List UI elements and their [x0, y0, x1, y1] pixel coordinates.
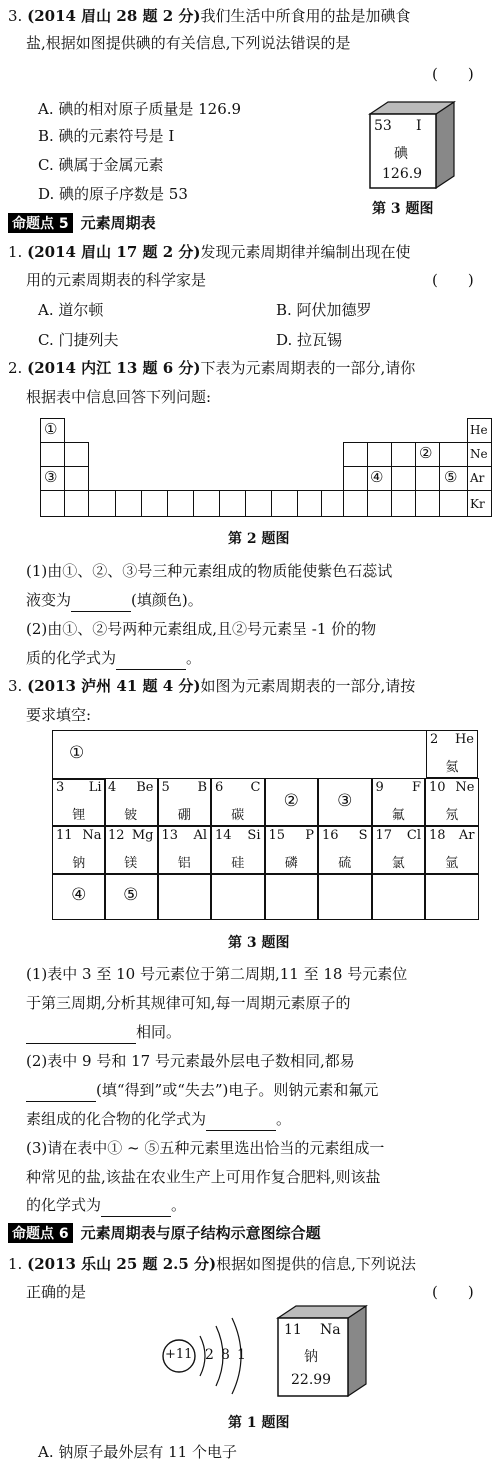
iodine-name: 碘	[394, 146, 408, 162]
pt3-atomic-number: 12	[108, 828, 125, 843]
pt3-row2	[52, 778, 480, 826]
pt3-cell	[265, 778, 319, 826]
q3-figure-caption: 第 3 题图	[228, 935, 290, 951]
q3-option-a: A. 碘的相对原子质量是 126.9	[38, 100, 242, 118]
pt3-symbol: F	[411, 780, 421, 795]
pt3-cell	[318, 778, 372, 826]
pt3-element-name: 硼	[177, 808, 191, 823]
s5q3-sub3-line3: 的化学式为 。	[26, 1193, 186, 1217]
q2-mark-4: ④	[370, 468, 384, 486]
shell-1-electrons: 2	[205, 1347, 214, 1363]
iodine-mass: 126.9	[382, 166, 423, 182]
pt3-symbol: C	[250, 780, 261, 795]
s5q2-sub1-line1: (1)由①、②、③号三种元素组成的物质能使紫色石蕊试	[26, 562, 393, 580]
pt3-cell	[425, 874, 479, 920]
pt3-element-name: 锂	[72, 808, 86, 823]
answer-blank	[26, 1027, 136, 1044]
pt3-symbol: Al	[193, 828, 207, 843]
pt3-row3	[52, 826, 480, 874]
pt3-cell	[425, 778, 479, 826]
s5q3-sub2-line2: (填“得到”或“失去”)电子。则钠元素和氟元	[26, 1078, 378, 1102]
q3-source: (2014 眉山 28 题 2 分)	[27, 7, 201, 25]
s6q1-answer-paren: ( )	[432, 1283, 474, 1301]
q2-noble-kr: Kr	[470, 497, 485, 511]
q2-mark-5: ⑤	[444, 468, 458, 486]
s5q2-sub1-line2: 液变为 (填颜色)。	[26, 588, 203, 612]
pt3-symbol: Ne	[455, 780, 475, 795]
pt3-cell-mark: ⑤	[123, 885, 139, 905]
q3-option-c: C. 碘属于金属元素	[38, 156, 164, 174]
q2-mark-1: ①	[44, 420, 58, 438]
q2-mark-3: ③	[44, 468, 58, 486]
periodic-outline-table	[40, 418, 494, 520]
s5q3-line2: 要求填空:	[26, 706, 92, 724]
pt3-symbol: Mg	[131, 828, 154, 843]
pt3-cell	[52, 826, 106, 874]
answer-blank	[26, 1085, 96, 1102]
s5q1-line2: 用的元素周期表的科学家是	[26, 271, 207, 289]
sodium-symbol: Na	[320, 1322, 341, 1338]
pt3-element-name: 氯	[391, 856, 405, 871]
s5q3-sub1-line2: 于第三周期,分析其规律可知,每一周期元素原子的	[26, 994, 351, 1012]
s5q1-line1: 1. (2014 眉山 17 题 2 分)发现元素周期律并编制出现在使	[8, 243, 411, 261]
pt3-atomic-number: 5	[161, 780, 170, 795]
s5q1-answer-paren: ( )	[432, 271, 474, 289]
s5q3-sub2-line3: 素组成的化合物的化学式为 。	[26, 1107, 291, 1131]
pt3-cell	[52, 874, 106, 920]
pt3-top-border	[104, 730, 426, 779]
q2-mark-2: ②	[419, 444, 433, 462]
pt3-row4	[52, 874, 480, 920]
pt3-cell	[318, 874, 372, 920]
pt3-cell	[211, 826, 265, 874]
pt3-atomic-number: 18	[429, 828, 446, 843]
pt3-atomic-number: 17	[375, 828, 393, 843]
pt3-symbol: Ar	[458, 828, 475, 843]
pt3-cell-mark1: ①	[52, 730, 105, 780]
q2-noble-ne: Ne	[470, 447, 488, 461]
pt3-atomic-number: 10	[429, 780, 446, 795]
s5q3-line1: 3. (2013 泸州 41 题 4 分)如图为元素周期表的一部分,请按	[8, 677, 416, 695]
q2-noble-ar: Ar	[470, 471, 485, 485]
pt3-atomic-number: 11	[56, 828, 73, 843]
pt3-element-name: 硅	[231, 856, 245, 871]
pt3-element-name: 碳	[231, 808, 245, 823]
pt3-element-name: 铍	[124, 808, 138, 823]
s5q3-sub2-line1: (2)表中 9 号和 17 号元素最外层电子数相同,都易	[26, 1052, 355, 1070]
q3-line2: 盐,根据如图提供碘的有关信息,下列说法错误的是	[26, 34, 351, 52]
pt3-element-name: 氩	[445, 856, 459, 871]
pt3-atomic-number: 15	[268, 828, 286, 843]
q3-figure-caption: 第 3 题图	[372, 201, 434, 217]
pt3-cell	[104, 874, 158, 920]
pt3-cell	[211, 874, 265, 920]
s6q1-line2: 正确的是	[26, 1283, 87, 1301]
s5q1-option-c: C. 门捷列夫	[38, 331, 119, 349]
pt3-symbol: Cl	[406, 828, 421, 843]
pt3-atomic-number: 3	[56, 780, 65, 795]
pt3-cell-mark: ②	[283, 791, 299, 811]
nucleus-charge: +11	[165, 1347, 193, 1362]
s5q3-sub3-line1: (3)请在表中① ~ ⑤五种元素里选出恰当的元素组成一	[26, 1139, 385, 1157]
pt3-atomic-number: 13	[161, 828, 179, 843]
q3-line1: 3. (2014 眉山 28 题 2 分)我们生活中所食用的盐是加碘食	[8, 7, 411, 25]
pt3-symbol: Li	[88, 780, 102, 795]
q2-figure-caption: 第 2 题图	[228, 531, 290, 547]
s5q1-option-d: D. 拉瓦锡	[276, 331, 343, 349]
pt3-symbol: P	[305, 828, 314, 843]
section5-heading: 命题点 5 元素周期表	[8, 212, 156, 233]
s6q1-option-a: A. 钠原子最外层有 11 个电子	[38, 1443, 237, 1461]
pt3-cell-mark: ③	[337, 791, 353, 811]
q3-answer-paren: ( )	[432, 65, 474, 83]
s6q1-line1: 1. (2013 乐山 25 题 2.5 分)根据如图提供的信息,下列说法	[8, 1255, 416, 1273]
s6q1-figure-caption: 第 1 题图	[228, 1415, 290, 1431]
pt3-cell	[265, 826, 319, 874]
pt3-symbol: B	[197, 780, 207, 795]
pt3-cell	[158, 826, 212, 874]
pt3-symbol: Si	[247, 828, 261, 843]
s5q1-option-a: A. 道尔顿	[38, 301, 104, 319]
s5q3-sub1-line3: 相同。	[26, 1020, 181, 1044]
pt3-element-name: 氖	[445, 808, 459, 823]
pt3-atomic-number: 4	[108, 780, 117, 795]
pt3-element-name: 磷	[284, 856, 298, 871]
iodine-number: 53	[374, 118, 392, 134]
s5q2-sub2-line2: 质的化学式为 。	[26, 646, 201, 670]
pt3-symbol: Be	[136, 780, 154, 795]
answer-blank	[206, 1114, 276, 1131]
pt3-cell	[158, 778, 212, 826]
pt3-cell	[52, 778, 106, 826]
section5-tag: 命题点 5	[8, 213, 73, 233]
pt3-cell	[265, 874, 319, 920]
pt3-cell	[104, 826, 158, 874]
pt3-atomic-number: 14	[215, 828, 232, 843]
shell-3-electrons: 1	[237, 1347, 246, 1363]
pt3-atomic-number: 6	[215, 780, 224, 795]
sodium-number: 11	[284, 1322, 302, 1338]
s5q1-option-b: B. 阿伏加德罗	[276, 301, 372, 319]
s5q2-line2: 根据表中信息回答下列问题:	[26, 388, 212, 406]
pt3-atomic-number: 16	[322, 828, 339, 843]
pt3-cell	[104, 778, 158, 826]
answer-blank	[71, 595, 131, 612]
sodium-name: 钠	[304, 1349, 318, 1365]
pt3-symbol: Na	[82, 828, 102, 843]
pt3-symbol: S	[358, 828, 368, 843]
s5q2-sub2-line1: (2)由①、②号两种元素组成,且②号元素呈 -1 价的物	[26, 620, 377, 638]
iodine-symbol: I	[416, 118, 422, 134]
q2-noble-he: He	[470, 423, 488, 437]
pt3-cell	[211, 778, 265, 826]
pt3-cell	[425, 826, 479, 874]
pt3-cell-mark: ④	[71, 885, 87, 905]
section6-heading: 命题点 6 元素周期表与原子结构示意图综合题	[8, 1222, 321, 1243]
pt3-cell-he: 2 He 氦	[426, 730, 478, 778]
pt3-element-name: 钠	[72, 856, 86, 871]
pt3-element-name: 氟	[391, 808, 405, 823]
section6-tag: 命题点 6	[8, 1223, 73, 1243]
shell-2-electrons: 8	[221, 1347, 230, 1363]
sodium-mass: 22.99	[291, 1372, 332, 1388]
pt3-cell	[372, 778, 426, 826]
pt3-cell	[372, 874, 426, 920]
pt3-element-name: 硫	[338, 856, 352, 871]
periodic-table-q3	[52, 730, 480, 920]
s5q3-sub1-line1: (1)表中 3 至 10 号元素位于第二周期,11 至 18 号元素位	[26, 965, 408, 983]
pt3-element-name: 镁	[124, 856, 138, 871]
s5q3-sub3-line2: 种常见的盐,该盐在农业生产上可用作复合肥料,则该盐	[26, 1168, 381, 1186]
q3-option-b: B. 碘的元素符号是 I	[38, 127, 175, 145]
pt3-cell	[158, 874, 212, 920]
answer-blank	[116, 653, 186, 670]
pt3-cell	[318, 826, 372, 874]
s5q2-line1: 2. (2014 内江 13 题 6 分)下表为元素周期表的一部分,请你	[8, 359, 416, 377]
answer-blank	[101, 1200, 171, 1217]
pt3-cell	[372, 826, 426, 874]
q3-option-d: D. 碘的原子序数是 53	[38, 185, 188, 203]
pt3-element-name: 铝	[177, 856, 191, 871]
pt3-atomic-number: 9	[375, 780, 384, 795]
